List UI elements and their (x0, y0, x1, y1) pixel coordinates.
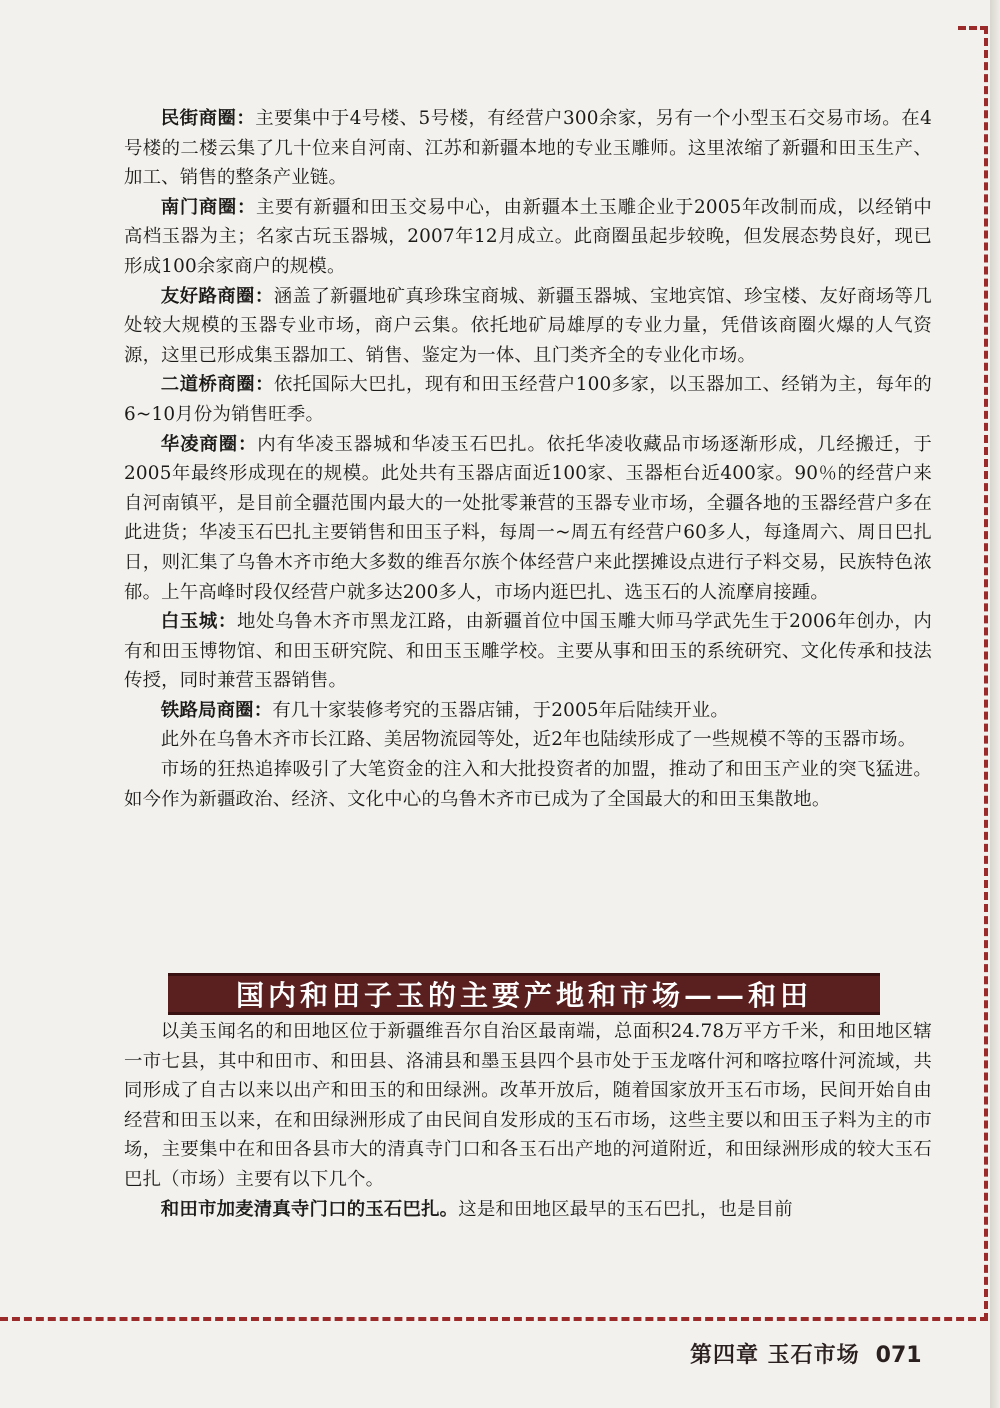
frame-right-border (984, 26, 988, 1321)
paragraph-text: 这是和田地区最早的玉石巴扎，也是目前 (458, 1198, 793, 1220)
paragraph (124, 607, 932, 696)
paragraph-text: 涵盖了新疆地矿真珍珠宝商城、新疆玉器城、宝地宾馆、珍宝楼、友好商场等几处较大规模的玉器专业市场，商户云集。依托地矿局雄厚的专业力量，凭借该商圈火爆的人气资源，这里已形成集玉器加工、销售、鉴定为一体、且门类齐全的专业化市场。 (124, 285, 932, 366)
paragraph-lead: 民街商圈： (160, 108, 256, 129)
paragraph-text: 地处乌鲁木齐市黑龙江路，由新疆首位中国玉雕大师马学武先生于2006年创办，内有和田玉博物馆、和田玉研究院、和田玉玉雕学校。主要从事和田玉的系统研究、文化传承和技法传授，同时兼营玉器销售。 (124, 611, 932, 692)
section-heading: 国内和田子玉的主要产地和市场——和田 (235, 979, 812, 1012)
paragraph-lead: 友好路商圈： (160, 285, 274, 307)
paragraph-text: 市场的狂热追捧吸引了大笔资金的注入和大批投资者的加盟，推动了和田玉产业的突飞猛进。如今作为新疆政治、经济、文化中心的乌鲁木齐市已成为了全国最大的和田玉集散地。 (124, 759, 932, 810)
paragraph (124, 1195, 932, 1225)
paragraph-lead: 铁路局商圈： (160, 699, 273, 721)
paragraph-text: 依托国际大巴扎，现有和田玉经营户100多家，以玉器加工、经销为主，每年的6~10月份为销售旺季。 (124, 374, 932, 425)
page-edge-shadow (990, 0, 1000, 1408)
paragraph-text: 有几十家装修考究的玉器店铺，于2005年后陆续开业。 (272, 699, 729, 721)
paragraph-lead: 南门商圈： (160, 196, 257, 218)
chapter-title: 第四章 玉石市场 (690, 1342, 860, 1368)
section-heading-bar (168, 973, 880, 1015)
paragraph (124, 282, 932, 371)
paragraph-text: 此外在乌鲁木齐市长江路、美居物流园等处，近2年也陆续形成了一些规模不等的玉器市场。 (160, 729, 917, 751)
paragraph (124, 725, 932, 755)
body-text-top (124, 104, 932, 814)
paragraph (124, 1017, 932, 1195)
page-number: 071 (875, 1343, 922, 1368)
paragraph (124, 696, 932, 726)
paragraph-text: 主要集中于4号楼、5号楼，有经营户300余家，另有一个小型玉石交易市场。在4号楼的二楼云集了几十位来自河南、江苏和新疆本地的专业玉雕师。这里浓缩了新疆和田玉生产、加工、销售的整条产业链。 (124, 108, 932, 189)
paragraph-text: 以美玉闻名的和田地区位于新疆维吾尔自治区最南端，总面积24.78万平方千米，和田地区辖一市七县，其中和田市、和田县、洛浦县和墨玉县四个县市处于玉龙喀什河和喀拉喀什河流域，共同形成了自古以来以出产和田玉的和田绿洲。改革开放后，随着国家放开玉石市场，民间开始自由经营和田玉以来，在和田绿洲形成了由民间自发形成的玉石市场，这些主要以和田玉子料为主的市场，主要集中在和田各县市大的清真寺门口和各玉石出产地的河道附近，和田绿洲形成的较大玉石巴扎（市场）主要有以下几个。 (124, 1021, 932, 1190)
paragraph (124, 370, 932, 429)
page-footer (690, 1338, 922, 1370)
body-text-bottom (124, 1017, 932, 1224)
paragraph-text: 内有华凌玉器城和华凌玉石巴扎。依托华凌收藏品市场逐渐形成，几经搬迁，于2005年最终形成现在的规模。此处共有玉器店面近100家、玉器柜台近400家。90％的经营户来自河南镇平，是目前全疆范围内最大的一处批零兼营的玉器专业市场，全疆各地的玉器经营户多在此进货；华凌玉石巴扎主要销售和田玉子料，每周一~周五有经营户60多人，每逢周六、周日巴扎日，则汇集了乌鲁木齐市绝大多数的维吾尔族个体经营户来此摆摊设点进行子料交易，民族特色浓郁。上午高峰时段仅经营户就多达200多人，市场内逛巴扎、选玉石的人流摩肩接踵。 (124, 433, 932, 603)
paragraph (124, 193, 932, 282)
paragraph (124, 430, 932, 608)
paragraph-lead: 白玉城： (160, 611, 237, 633)
frame-bottom-border (0, 1317, 988, 1321)
paragraph (124, 104, 932, 193)
paragraph-lead: 华凌商圈： (160, 433, 258, 455)
paragraph-lead: 二道桥商圈： (160, 374, 274, 396)
paragraph-text: 主要有新疆和田玉交易中心，由新疆本土玉雕企业于2005年改制而成，以经销中高档玉器为主；名家古玩玉器城，2007年12月成立。此商圈虽起步较晚，但发展态势良好，现已形成100余家商户的规模。 (124, 196, 932, 277)
paragraph-lead: 和田市加麦清真寺门口的玉石巴扎。 (160, 1198, 459, 1220)
paragraph (124, 755, 932, 814)
